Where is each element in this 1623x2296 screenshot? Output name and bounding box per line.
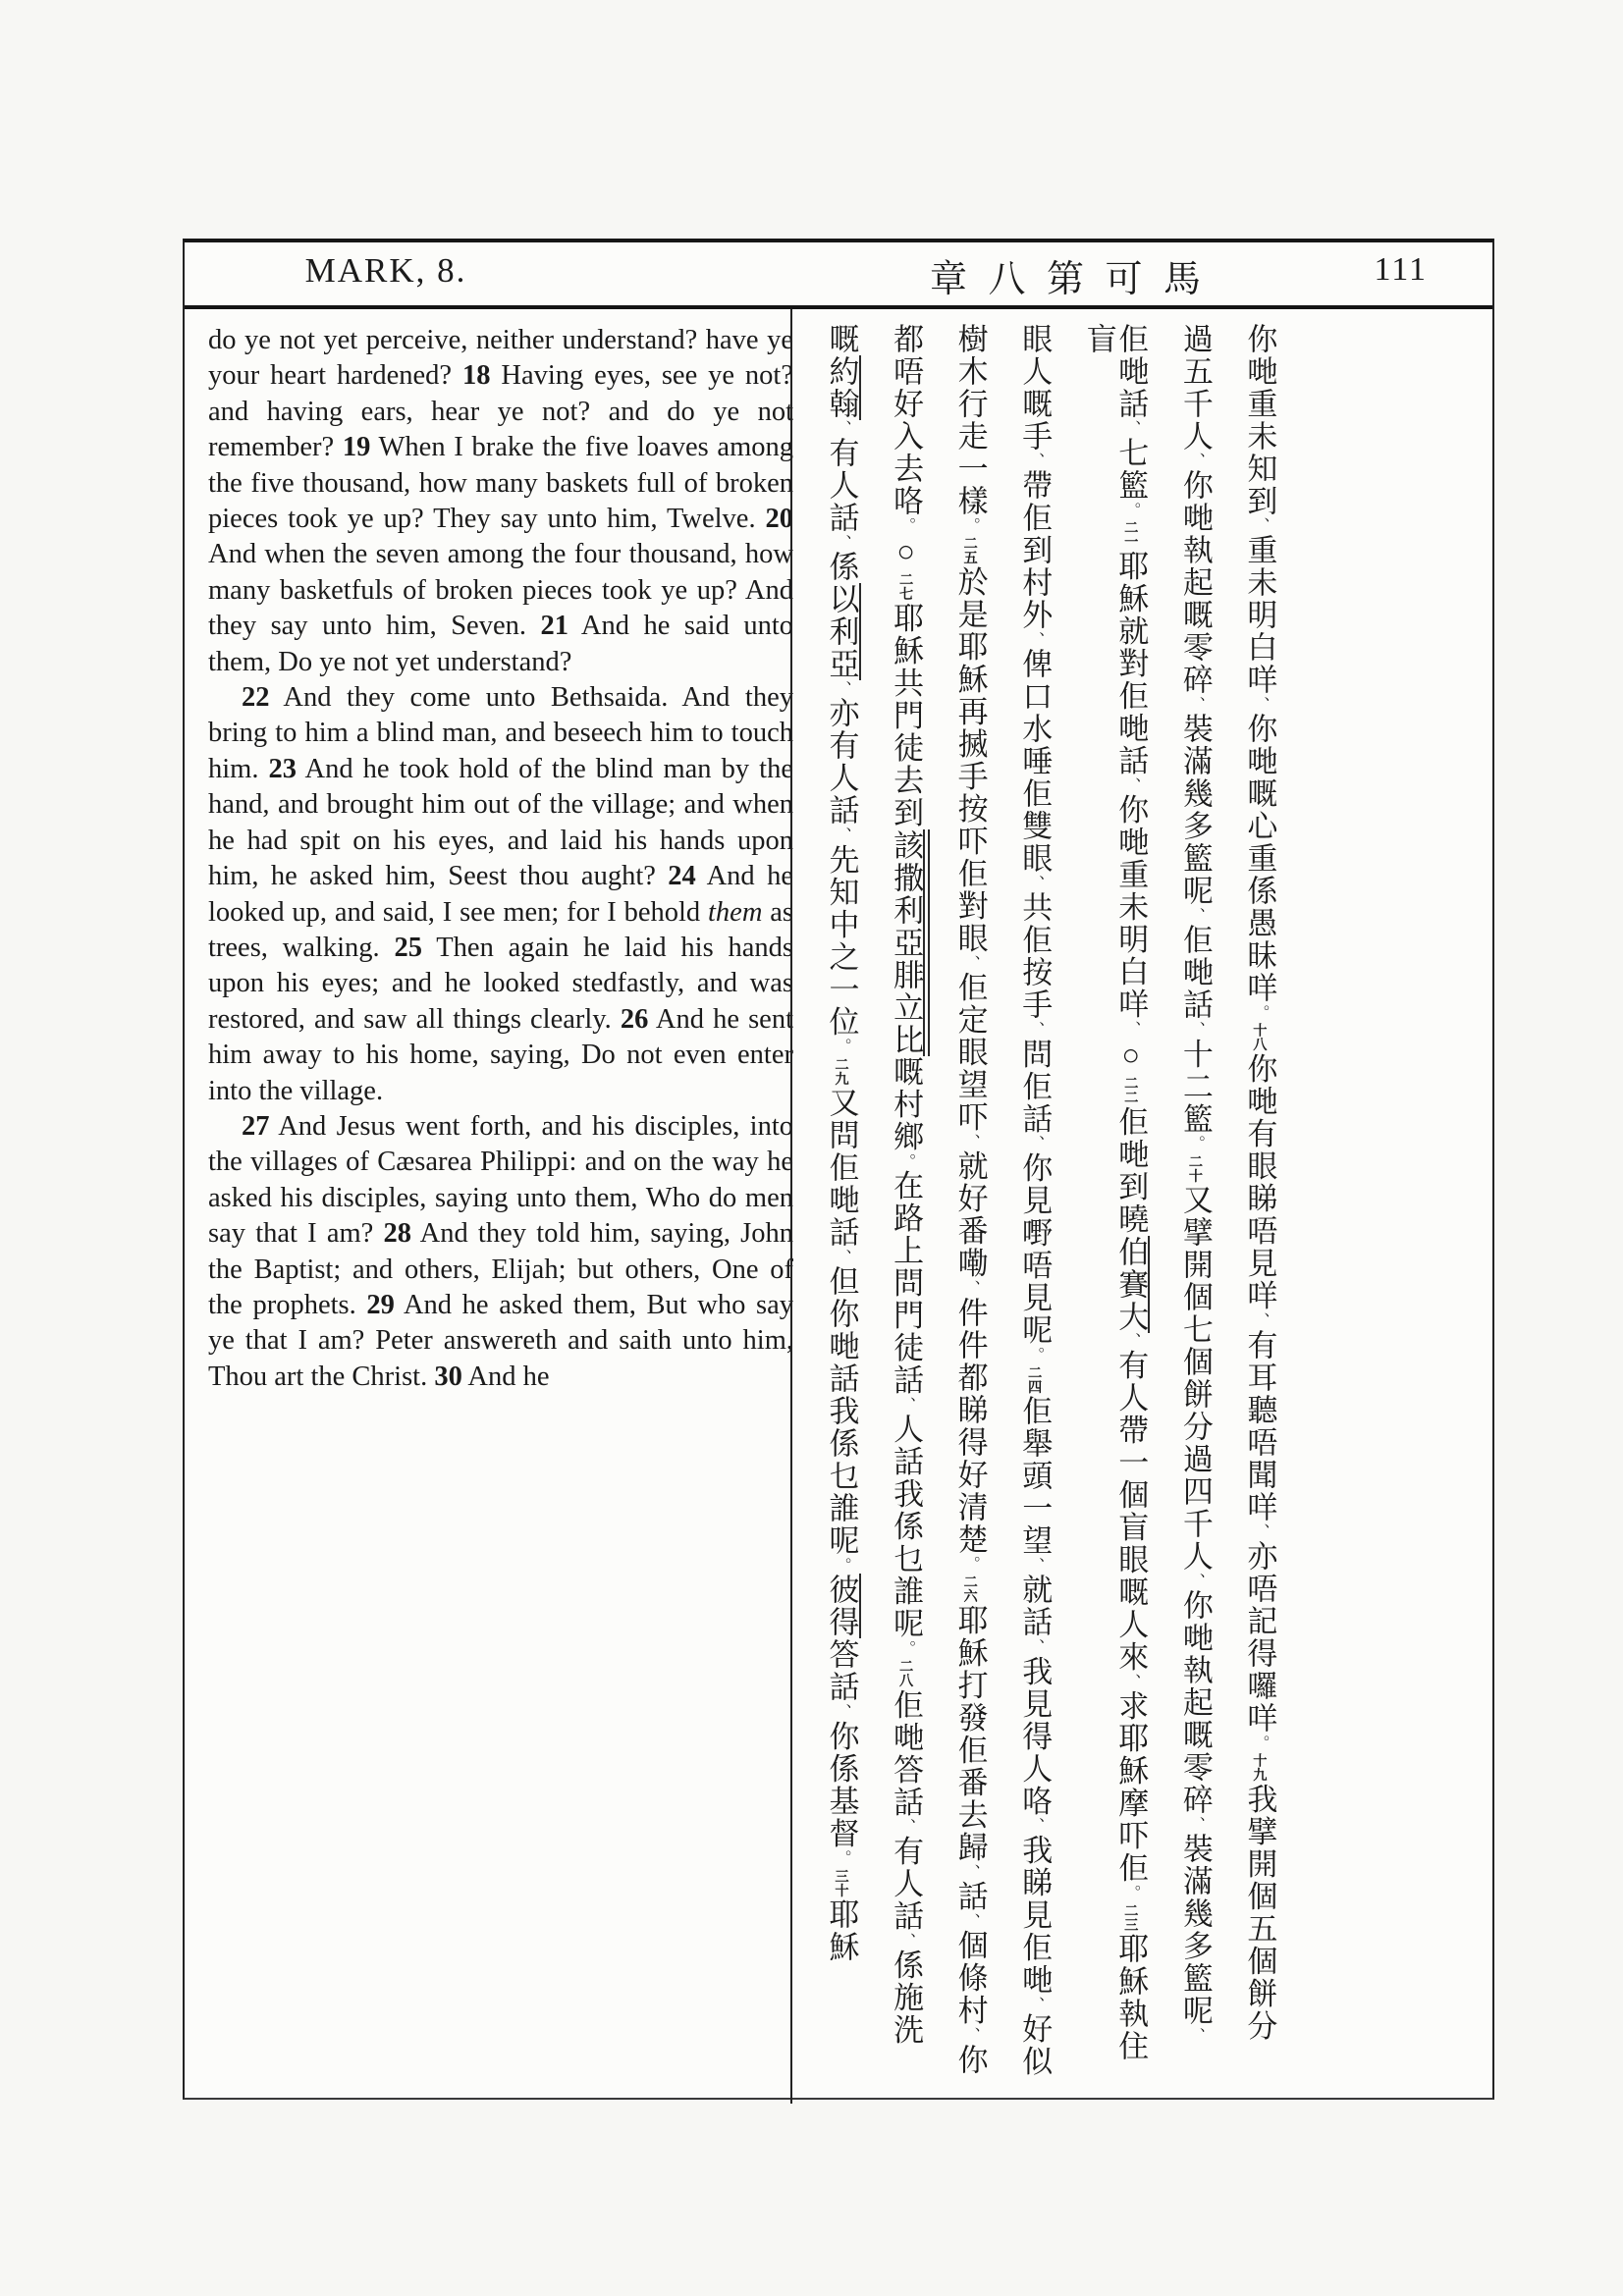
cjk-punctuation: 。 — [897, 517, 915, 535]
verse-number: 20 — [765, 504, 793, 535]
cjk-punctuation: 、 — [1026, 1817, 1044, 1835]
italic-word: them — [708, 896, 763, 928]
cjk-punctuation: 、 — [1122, 420, 1140, 438]
cjk-punctuation: 、 — [1026, 1996, 1044, 2013]
cjk-punctuation: 。 — [1122, 502, 1140, 519]
cjk-punctuation: 、 — [1026, 453, 1044, 470]
cjk-punctuation: 、 — [1186, 1816, 1204, 1834]
cjk-punctuation: 、 — [961, 2026, 979, 2045]
cjk-punctuation: 、 — [897, 1818, 915, 1836]
verse-number-marker: 二四 — [1026, 1364, 1043, 1394]
chinese-column: 佢哋話、七籃。二一耶穌就對佢哋話、你哋重未明白咩、○二二佢哋到曉伯賽大、有人帶一個盲眼嘅人來、求耶穌摩吓佢。二三耶穌執住盲 — [1081, 323, 1149, 2063]
proper-name: 以利亞 — [824, 583, 859, 681]
cjk-punctuation: 、 — [1122, 776, 1140, 794]
cjk-punctuation: 、 — [1026, 1557, 1044, 1575]
cjk-punctuation: 、 — [833, 420, 850, 438]
cjk-punctuation: 、 — [1122, 1020, 1140, 1039]
cjk-punctuation: 、 — [1186, 453, 1204, 470]
cjk-punctuation: 、 — [1251, 517, 1269, 535]
cjk-punctuation: 、 — [961, 1863, 979, 1881]
cjk-punctuation: 、 — [897, 1932, 915, 1949]
verse-number: 24 — [668, 861, 696, 892]
verse-number: 19 — [342, 432, 371, 463]
cjk-punctuation: 、 — [1186, 2027, 1204, 2045]
chinese-column: 眼人嘅手、帶佢到村外、俾口水唾佢雙眼、共佢按手、問佢話、你見嘢唔見呢。二四佢舉頭一望、就話、我見得人咯、我睇見佢哋、好似 — [1017, 323, 1053, 2078]
cjk-punctuation: 、 — [1026, 631, 1044, 649]
cjk-punctuation: 、 — [833, 534, 850, 552]
english-column — [208, 323, 793, 1395]
verse-number: 28 — [383, 1218, 412, 1250]
cjk-punctuation: 。 — [1026, 1346, 1044, 1363]
proper-name: 該撒利亞腓立比 — [889, 829, 930, 1056]
proper-name: 彼得 — [824, 1574, 859, 1639]
cjk-punctuation: 、 — [1251, 696, 1269, 714]
proper-name: 伯賽大 — [1113, 1235, 1149, 1333]
cjk-punctuation: 、 — [1186, 907, 1204, 925]
cjk-punctuation: 。 — [1186, 1135, 1204, 1152]
cjk-punctuation: 、 — [961, 954, 979, 972]
cjk-punctuation: 、 — [1122, 1332, 1140, 1350]
chinese-columns — [792, 309, 1311, 2090]
verse-number: 21 — [540, 611, 568, 642]
english-paragraph: 22 And they come unto Bethsaida. And they bring to him a blind man, and beseech him to touch him. 23 And he took hold of the blind man by the hand, and brought him out of the village; and when he had spit on his eyes, and laid his hands upon him, he asked him, Seest thou aught? 24 And he looked up, and said, I see men; for I behold them as trees, walking. 25 Then again he laid his hands upon his eyes; and he looked stedfastly, and was restored, and saw all things clearly. 26 And he sent him away to his home, saying, Do not even enter into the village. — [208, 682, 793, 1106]
page-frame — [183, 239, 1494, 2100]
book-chapter-title: MARK, 8. — [304, 251, 467, 290]
verse-number-marker: 二三 — [1122, 1902, 1139, 1932]
cjk-punctuation: 。 — [1122, 1884, 1140, 1901]
cjk-punctuation: 。 — [1251, 1735, 1269, 1752]
verse-number-marker: 十九 — [1251, 1753, 1268, 1782]
verse-number-marker: 二五 — [961, 536, 978, 564]
cjk-punctuation: 、 — [1026, 1638, 1044, 1656]
cjk-punctuation: 、 — [1122, 1673, 1140, 1690]
cjk-punctuation: 、 — [961, 1279, 979, 1298]
verse-number: 22 — [242, 682, 270, 714]
page-header — [185, 242, 1492, 309]
chinese-column: 你哋重未知到、重未明白咩、你哋嘅心重係愚昧咩。十八你哋有眼睇唔見咩、有耳聽唔聞咩、亦唔記得囉咩。十九我擘開個五個餅分 — [1242, 323, 1277, 2043]
cjk-punctuation: 、 — [961, 1912, 979, 1930]
cjk-punctuation: 、 — [1026, 1021, 1044, 1039]
verse-number: 27 — [242, 1110, 270, 1142]
verse-number: 26 — [620, 1003, 649, 1035]
chinese-chapter-title: 章 八 第 可 馬 — [929, 259, 1207, 300]
proper-name: 約翰 — [824, 355, 859, 420]
chinese-column: 樹木行走一樣。二五於是耶穌再搣手按吓佢對眼、佢定眼望吓、就好番嘞、件件都睇得好清楚。二六耶穌打發佢番去歸、話、個條村、你 — [952, 323, 988, 2077]
cjk-punctuation: 。 — [961, 1556, 979, 1574]
chinese-column: 嘅約翰、有人話、係以利亞、亦有人話、先知中之一位。二九又問佢哋話、但你哋話我係乜誰呢。彼得答話、你係基督。三十耶穌 — [824, 323, 859, 1964]
cjk-punctuation: 、 — [1026, 1135, 1044, 1152]
chinese-area — [790, 309, 1494, 2104]
verse-number-marker: 二一 — [1122, 520, 1139, 549]
verse-number: 29 — [366, 1289, 395, 1320]
verse-number-marker: 二八 — [897, 1659, 914, 1687]
verse-number-marker: 二九 — [833, 1056, 849, 1086]
verse-number-marker: 二二 — [1122, 1076, 1139, 1104]
cjk-punctuation: 、 — [1251, 1311, 1269, 1330]
cjk-punctuation: 、 — [1026, 875, 1044, 892]
verse-number: 18 — [461, 360, 491, 392]
verse-number-marker: 二六 — [961, 1575, 978, 1603]
cjk-punctuation: 。 — [833, 1038, 850, 1055]
verse-number: 25 — [394, 932, 422, 963]
cjk-punctuation: 、 — [1186, 1573, 1204, 1590]
english-paragraph: 27 And Jesus went forth, and his disciples, into the villages of Cæsarea Philippi: and on the way he asked his disciples, saying unto them, Who do men say that I am? 28 And they told him, saying, John the Baptist; and others, Elijah; but others, One of the prophets. 29 And he asked them, But who say ye that I am? Peter answereth and saith unto him, Thou art the Christ. 30 And he — [208, 1110, 794, 1392]
cjk-punctuation: 、 — [1186, 1021, 1204, 1039]
verse-number-marker: 二七 — [897, 572, 914, 601]
verse-number-marker: 二十 — [1186, 1153, 1203, 1183]
verse-number: 23 — [268, 753, 298, 784]
cjk-punctuation: 。 — [833, 1849, 850, 1867]
cjk-punctuation: 、 — [1186, 696, 1204, 714]
cjk-punctuation: 。 — [961, 517, 979, 535]
cjk-punctuation: 、 — [1251, 1523, 1269, 1541]
verse-number-marker: 十八 — [1251, 1023, 1268, 1051]
cjk-punctuation: 、 — [833, 680, 850, 698]
cjk-punctuation: 、 — [833, 1703, 850, 1721]
cjk-punctuation: 、 — [833, 1249, 850, 1266]
chinese-column: 過五千人、你哋執起嘅零碎、裝滿幾多籃呢、佢哋話、十二籃。二十又擘開個七個餅分過四千人、你哋執起嘅零碎、裝滿幾多籃呢、 — [1177, 323, 1213, 2045]
cjk-punctuation: 。 — [897, 1639, 915, 1658]
cjk-punctuation: 。 — [833, 1557, 850, 1575]
verse-number: 30 — [434, 1361, 462, 1392]
cjk-punctuation: 、 — [897, 1396, 915, 1414]
cjk-punctuation: 。 — [897, 1152, 915, 1170]
cjk-punctuation: 、 — [833, 827, 850, 844]
cjk-punctuation: 。 — [1251, 1004, 1269, 1022]
page-number: 111 — [1374, 251, 1428, 288]
chinese-column: 都唔好入去咯。○二七耶穌共門徒去到該撒利亞腓立比嘅村鄉。在路上問門徒話、人話我係乜誰呢。二八佢哋答話、有人話、係施洗 — [890, 323, 922, 2085]
verse-number-marker: 三十 — [833, 1868, 849, 1897]
cjk-punctuation: 、 — [961, 1133, 979, 1150]
english-paragraph: do ye not yet perceive, neither understand? have ye your heart hardened? 18 Having eyes, see ye not? and having ears, hear ye not? and do ye not remember? 19 When I brake the five loaves among the five thousand, how many baskets full of broken pieces took ye up? They say unto him, Twelve. 20 And when the seven among the four thousand, how many basketfuls of broken pieces took ye up? And they say unto him, Seven. 21 And he said unto them, Do ye not yet understand? — [208, 325, 793, 677]
